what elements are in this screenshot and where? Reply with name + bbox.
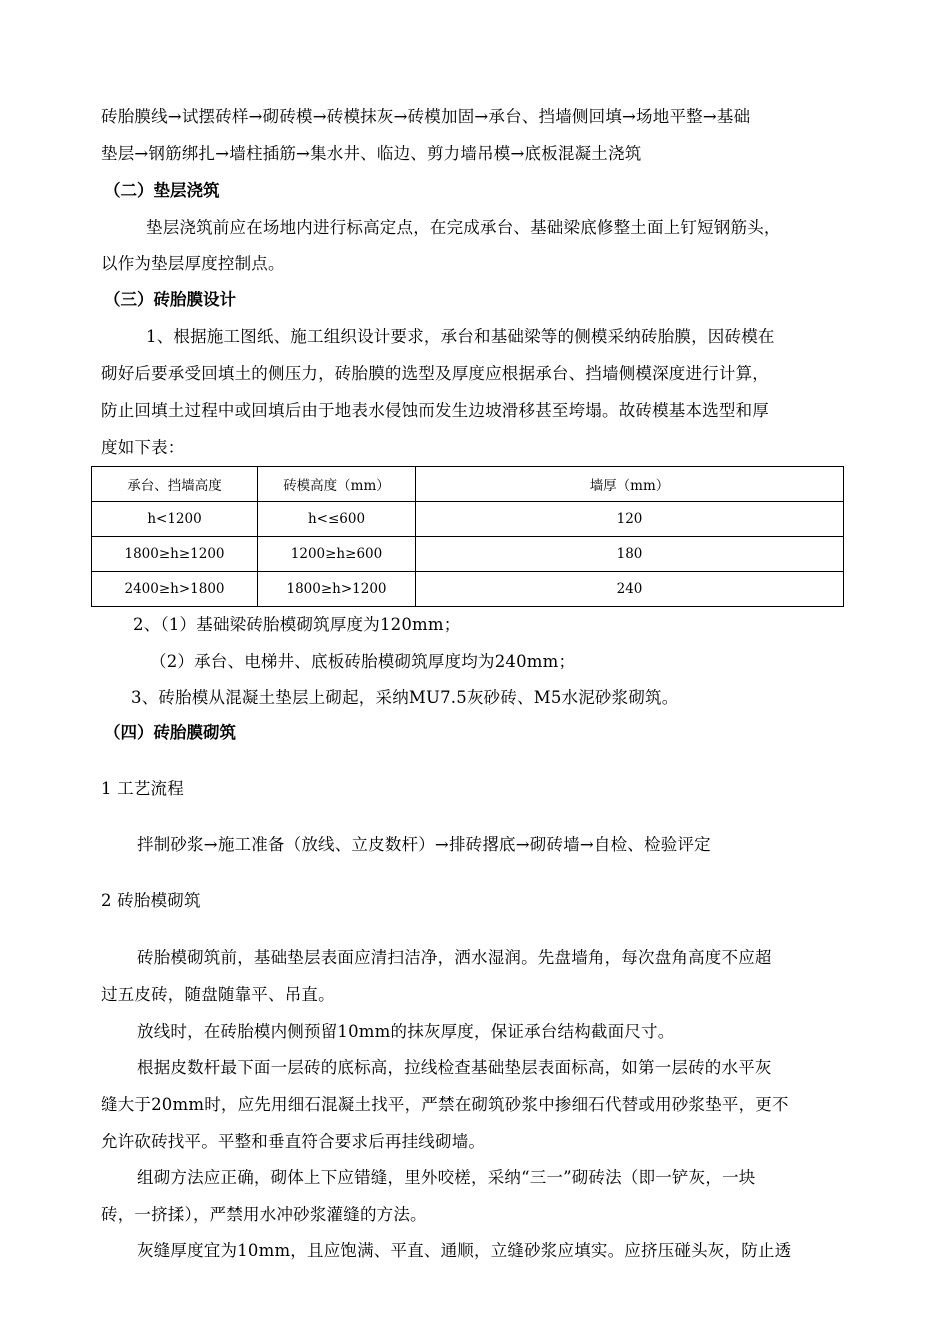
section-heading-cushion: （二）垫层浇筑 (104, 181, 220, 200)
design-text-line-4: 度如下表： (101, 438, 185, 457)
cushion-text-line-1: 垫层浇筑前应在场地内进行标高定点，在完成承台、基础梁底修整土面上钉短钢筋头， (146, 218, 781, 237)
masonry-p2: 放线时，在砖胎模内侧预留10mm的抹灰厚度，保证承台结构截面尺寸。 (137, 1022, 675, 1041)
table-cell: 1200≥h≥600 (258, 537, 416, 572)
table-cell: 120 (416, 502, 844, 537)
header-wall-thickness: 墙厚（mm） (416, 467, 844, 502)
header-cap-height: 承台、挡墙高度 (92, 467, 258, 502)
masonry-p3-line-3: 允许砍砖找平。平整和垂直符合要求后再挂线砌墙。 (101, 1132, 486, 1151)
section-heading-design: （三）砖胎膜设计 (104, 290, 236, 309)
subheading-masonry: 2 砖胎模砌筑 (101, 891, 201, 910)
section-heading-masonry: （四）砖胎膜砌筑 (104, 723, 236, 742)
design-text-line-1: 1、根据施工图纸、施工组织设计要求，承台和基础梁等的侧模采纳砖胎膜，因砖模在 (146, 327, 775, 346)
table-row (92, 502, 844, 537)
header-mold-height: 砖模高度（mm） (258, 467, 416, 502)
masonry-p3-line-1: 根据皮数杆最下面一层砖的底标高，拉线检查基础垫层表面标高，如第一层砖的水平灰 (137, 1058, 772, 1077)
table-cell: 1800≥h≥1200 (92, 537, 258, 572)
design-text-line-2: 砌好后要承受回填土的侧压力，砖胎膜的选型及厚度应根据承台、挡墙侧模深度进行计算， (101, 364, 769, 383)
masonry-p4-line-2: 砖，一挤揉），严禁用水冲砂浆灌缝的方法。 (101, 1205, 427, 1224)
masonry-p3-line-2: 缝大于20mm时，应先用细石混凝土找平，严禁在砌筑砂浆中掺细石代替或用砂浆垫平，更不 (101, 1095, 789, 1114)
flow-text-line-2: 垫层→钢筋绑扎→墙柱插筋→集水井、临边、剪力墙吊模→底板混凝土浇筑 (101, 144, 642, 163)
process-flow-text: 拌制砂浆→施工准备（放线、立皮数杆）→排砖撂底→砌砖墙→自检、检验评定 (137, 835, 711, 854)
table-cell: 240 (416, 572, 844, 607)
table-header-row (92, 467, 844, 502)
table-cell: 180 (416, 537, 844, 572)
masonry-p1-line-2: 过五皮砖，随盘随靠平、吊直。 (101, 985, 335, 1004)
table-row (92, 537, 844, 572)
table-row (92, 572, 844, 607)
design-item-3: 3、砖胎模从混凝土垫层上砌起，采纳MU7.5灰砂砖、M5水泥砂浆砌筑。 (131, 688, 679, 707)
masonry-p4-line-1: 组砌方法应正确，砌体上下应错缝，里外咬槎，采纳“三一”砌砖法（即一铲灰，一块 (137, 1168, 756, 1187)
table-cell: 2400≥h>1800 (92, 572, 258, 607)
table-cell: h<1200 (92, 502, 258, 537)
brick-mold-spec-table (91, 466, 844, 607)
design-item-2-2: （2）承台、电梯井、底板砖胎模砌筑厚度均为240mm； (150, 652, 576, 671)
table-cell: h<≤600 (258, 502, 416, 537)
masonry-p1-line-1: 砖胎模砌筑前，基础垫层表面应清扫洁净，洒水湿润。先盘墙角，每次盘角高度不应超 (137, 948, 772, 967)
subheading-process-flow: 1 工艺流程 (101, 779, 184, 798)
masonry-p5-line-1: 灰缝厚度宜为10mm，且应饱满、平直、通顺，立缝砂浆应填实。应挤压碰头灰，防止透 (137, 1241, 792, 1260)
design-text-line-3: 防止回填土过程中或回填后由于地表水侵蚀而发生边坡滑移甚至垮塌。故砖模基本选型和厚 (101, 401, 769, 420)
table-cell: 1800≥h>1200 (258, 572, 416, 607)
flow-text-line-1: 砖胎膜线→试摆砖样→砌砖模→砖模抹灰→砖模加固→承台、挡墙侧回填→场地平整→基础 (101, 107, 751, 126)
design-item-2-1: 2、（1）基础梁砖胎模砌筑厚度为120mm； (133, 615, 461, 634)
cushion-text-line-2: 以作为垫层厚度控制点。 (101, 254, 285, 273)
